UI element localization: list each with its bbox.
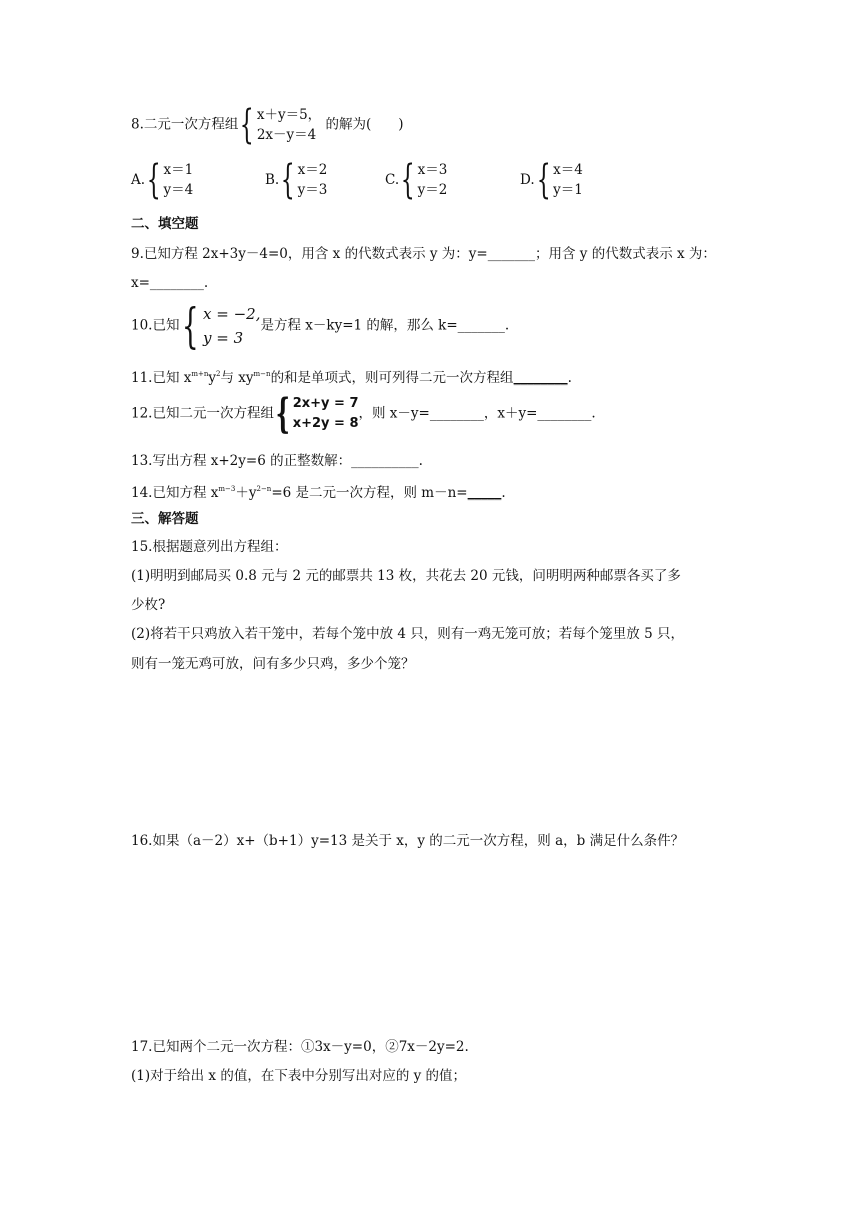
question-14 xyxy=(131,480,506,502)
option-b-eq2: y＝3 xyxy=(297,182,328,198)
question-15-part2-line2: 则有一笼无鸡可放，问有多少只鸡，多少个笼？ xyxy=(131,656,415,672)
q8-prefix: 8.二元一次方程组 xyxy=(131,116,239,133)
question-8 xyxy=(131,102,404,148)
option-c-label: C. xyxy=(385,172,400,188)
q8-system: { x＋y＝5， 2x－y＝4 xyxy=(240,102,322,148)
option-d-eq1: x＝4 xyxy=(553,162,583,178)
q11-part1: 11.已知 x xyxy=(131,370,192,386)
q8-option-c[interactable]: C. { x＝3 y＝2 xyxy=(385,157,448,203)
q11-end: . xyxy=(567,370,572,386)
q11-part3: 与 xy xyxy=(220,370,254,386)
q10-prefix: 10.已知 xyxy=(131,317,180,334)
q10-system: { x = −2, y = 3 xyxy=(182,298,261,354)
question-15-title: 15.根据题意列出方程组： xyxy=(131,539,288,555)
q8-eq2: 2x－y＝4 xyxy=(256,127,317,143)
question-16: 16.如果（a－2）x+（b+1）y=13 是关于 x，y 的二元一次方程，则 a，b 满足什么条件？ xyxy=(131,833,685,849)
q11-exp1: m+n xyxy=(191,370,209,378)
option-b-eq1: x＝2 xyxy=(297,162,328,178)
question-17-line1: 17.已知两个二元一次方程：①3x－y=0，②7x－2y=2. xyxy=(131,1039,469,1055)
q14-part2: ＋y xyxy=(235,485,257,501)
question-11 xyxy=(131,365,572,387)
question-13: 13.写出方程 x+2y=6 的正整数解：__________. xyxy=(131,453,423,469)
option-c-eq2: y＝2 xyxy=(417,182,448,198)
q8-option-b[interactable]: B. { x＝2 y＝3 xyxy=(265,157,328,203)
question-17-line2: (1)对于给出 x 的值，在下表中分别写出对应的 y 的值； xyxy=(131,1068,467,1084)
q8-option-a[interactable]: A. { x＝1 y＝4 xyxy=(131,157,194,203)
q8-eq1: x＋y＝5， xyxy=(256,107,322,123)
q10-eq1: x = −2, xyxy=(203,305,261,323)
option-a-label: A. xyxy=(131,172,146,188)
q14-part1: 14.已知方程 x xyxy=(131,485,219,501)
q8-suffix: 的解为( ) xyxy=(325,116,404,133)
q14-exp2: 2−n xyxy=(256,485,272,493)
section-3-title: 三、解答题 xyxy=(131,511,199,527)
q11-part2: y xyxy=(208,370,217,386)
q11-answer-blank[interactable]: ________ xyxy=(513,370,568,386)
section-2-title: 二、填空题 xyxy=(131,216,199,232)
question-12 xyxy=(131,390,596,437)
option-c-eq1: x＝3 xyxy=(417,162,448,178)
question-9-line2: x=________. xyxy=(131,275,209,291)
q14-exp1: m−3 xyxy=(218,485,236,493)
option-a-eq1: x＝1 xyxy=(163,162,194,178)
q11-exp2: 2 xyxy=(216,370,221,378)
q8-option-d[interactable]: D. { x＝4 y＝1 xyxy=(520,157,583,203)
q14-end: . xyxy=(501,485,506,501)
question-15-part2-line1: (2)将若干只鸡放入若干笼中，若每个笼中放 4 只，则有一鸡无笼可放；若每个笼里放 5 只， xyxy=(131,626,684,642)
question-10 xyxy=(131,298,510,354)
option-b-label: B. xyxy=(265,172,280,188)
q12-eq2: x+2y = 8 xyxy=(292,416,359,431)
q12-system: { 2x+y = 7 x+2y = 8 xyxy=(275,390,359,437)
q10-eq2: y = 3 xyxy=(203,329,244,347)
option-a-eq2: y＝4 xyxy=(163,182,194,198)
q12-prefix: 12.已知二元一次方程组 xyxy=(131,405,274,422)
option-d-eq2: y＝1 xyxy=(553,182,583,198)
q11-part4: 的和是单项式，则可列得二元一次方程组 xyxy=(270,370,514,386)
q11-exp3: m−n xyxy=(253,370,271,378)
q14-part3: =6 是二元一次方程，则 m－n= xyxy=(271,485,468,501)
q10-suffix: 是方程 x－ky=1 的解，那么 k=_______. xyxy=(260,317,510,334)
q12-eq1: 2x+y = 7 xyxy=(292,396,359,411)
q12-suffix: ，则 x－y=________，x＋y=________. xyxy=(358,405,596,422)
question-9-line1: 9.已知方程 2x+3y－4=0，用含 x 的代数式表示 y 为：y=_______；用含 y 的代数式表示 x 为： xyxy=(131,246,716,262)
q14-answer-blank[interactable]: _____ xyxy=(467,485,502,501)
question-15-part1-line2: 少枚? xyxy=(131,597,166,613)
option-d-label: D. xyxy=(520,172,535,188)
question-15-part1-line1: (1)明明到邮局买 0.8 元与 2 元的邮票共 13 枚，共花去 20 元钱，问明明两种邮票各买了多 xyxy=(131,568,681,584)
